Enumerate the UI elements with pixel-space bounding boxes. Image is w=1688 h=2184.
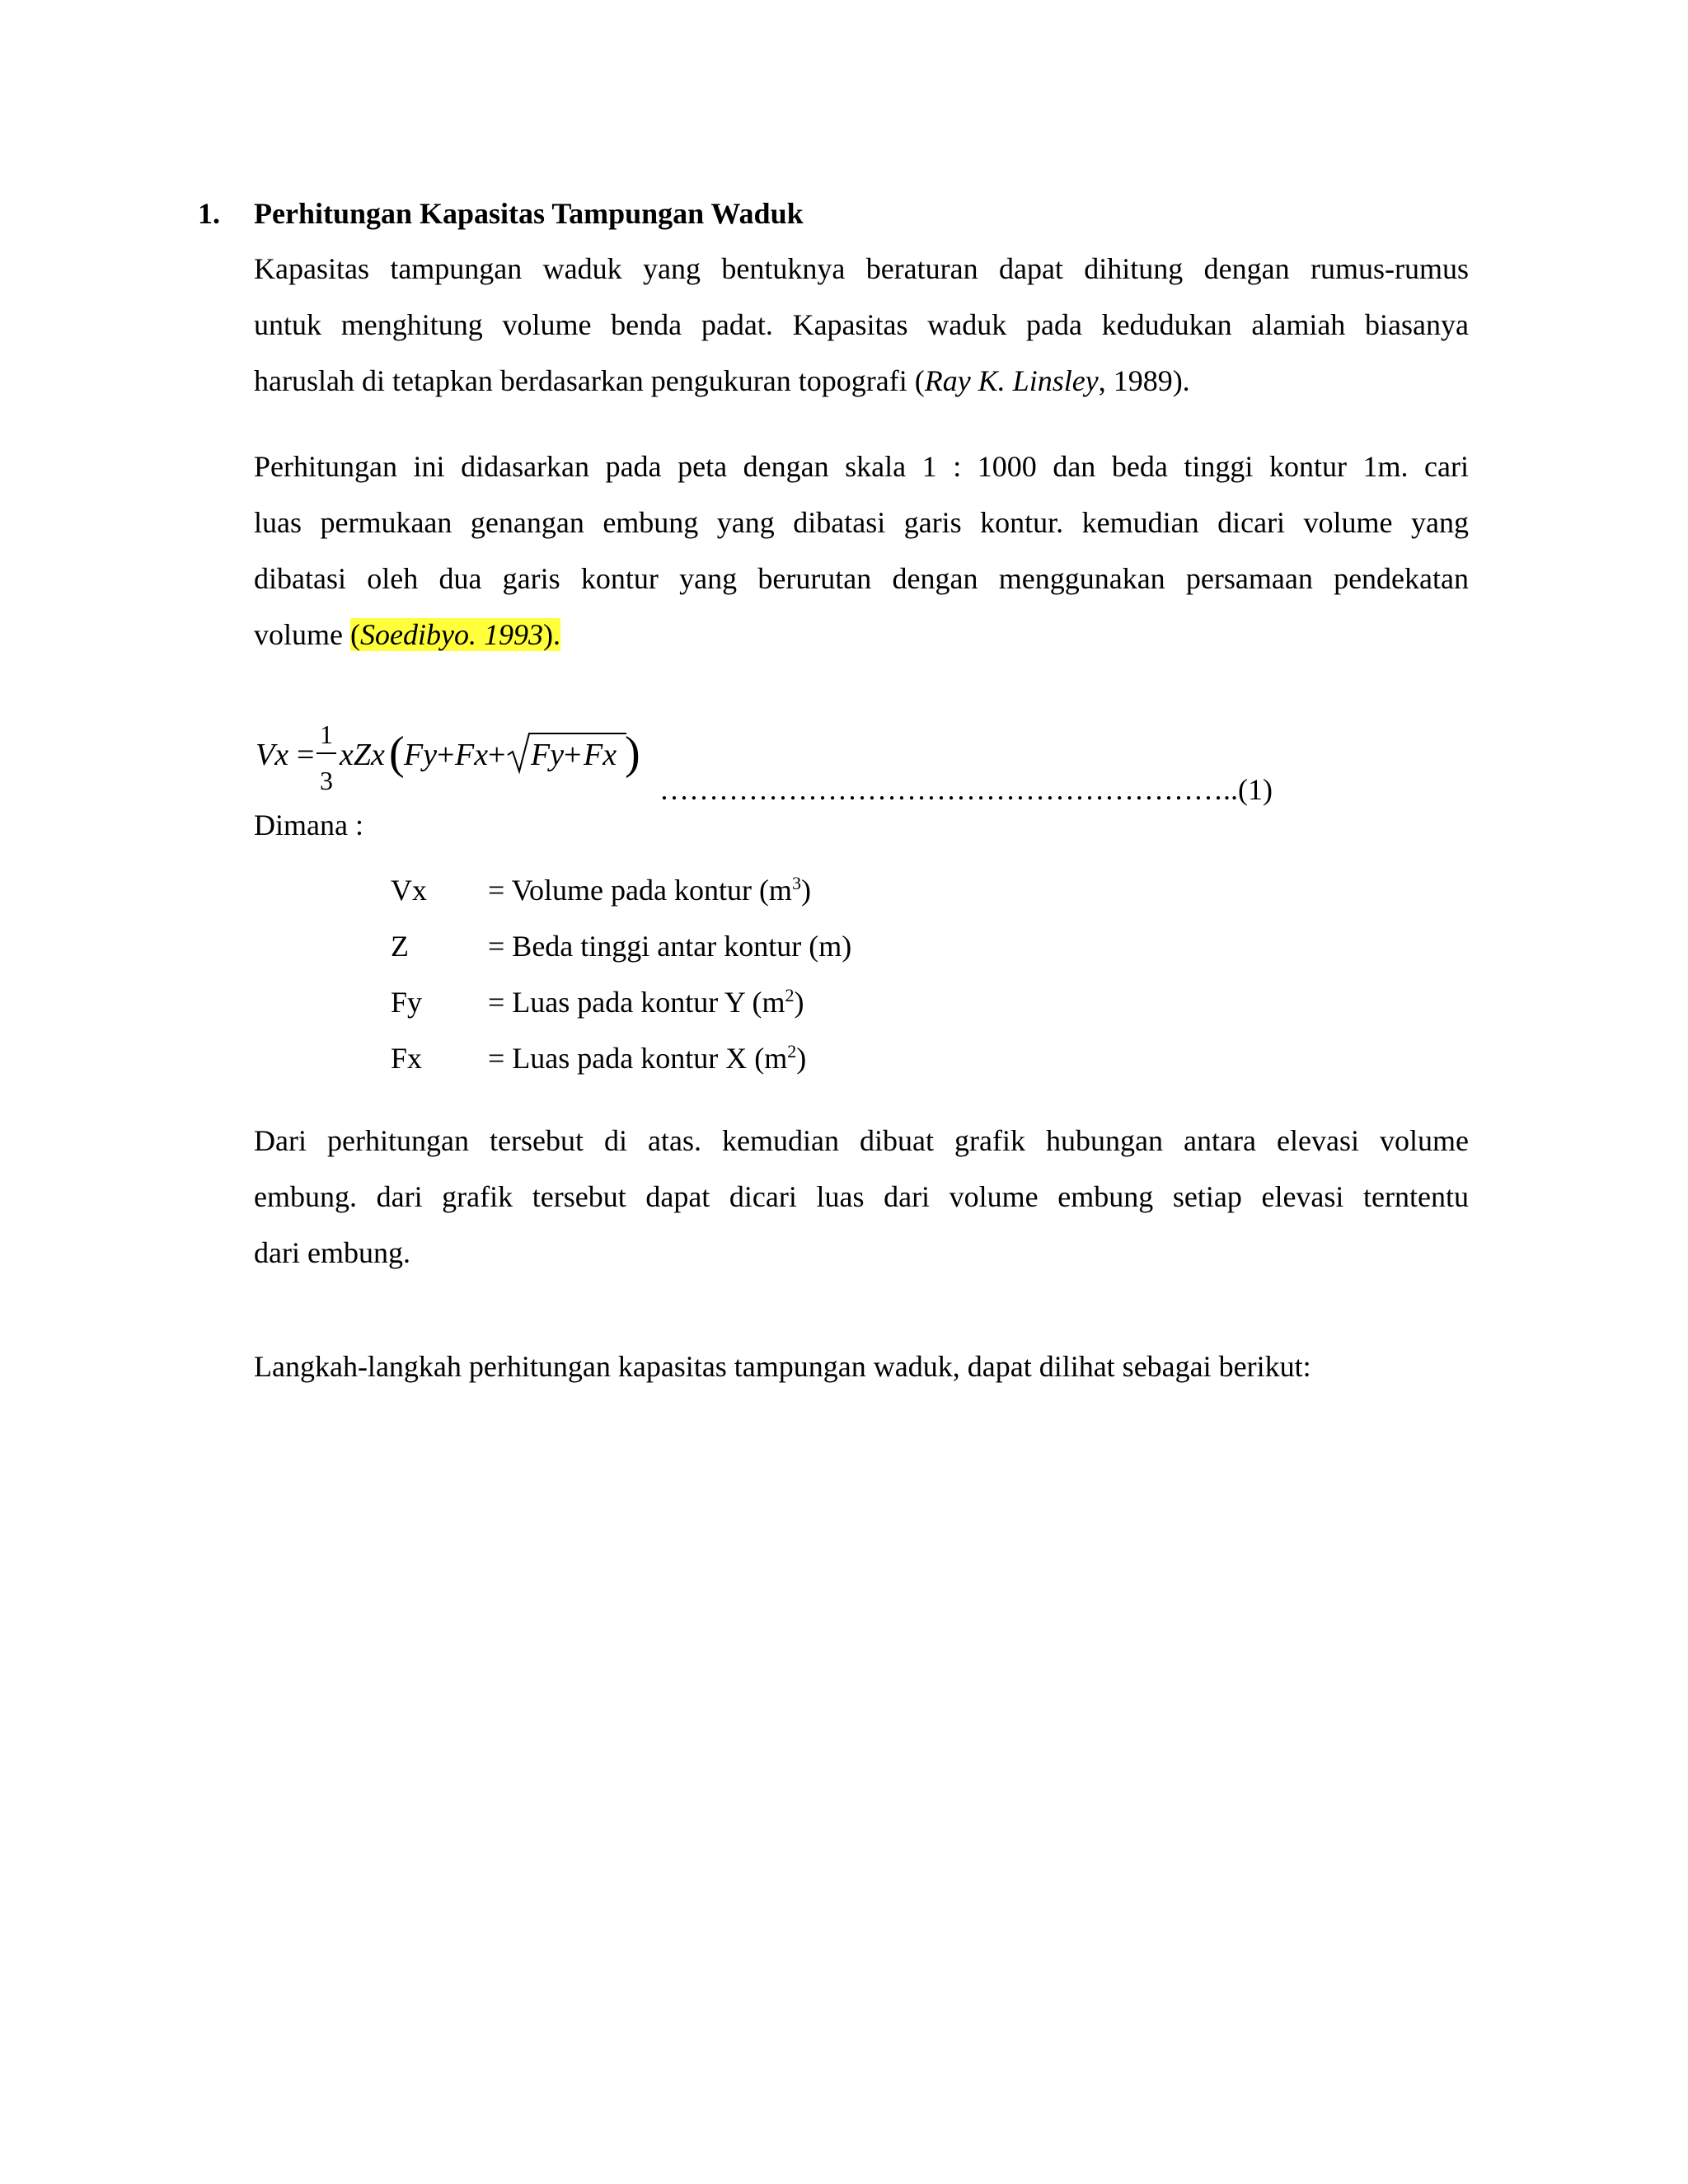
definition-row xyxy=(391,974,851,1030)
paragraph-intro xyxy=(254,241,1469,409)
volume-formula xyxy=(247,715,659,806)
definition-row xyxy=(391,1030,851,1086)
formula-term: xZx xyxy=(340,738,385,772)
formula-plus: + xyxy=(564,738,582,772)
formula-plus: + xyxy=(437,738,455,772)
highlighted-citation xyxy=(350,618,560,651)
text-run: ( xyxy=(349,618,360,651)
formula-equals: = xyxy=(297,738,315,772)
definition-text: = Beda tinggi antar kontur (m) xyxy=(488,930,852,963)
superscript: 2 xyxy=(787,1041,797,1062)
superscript: 3 xyxy=(791,873,801,893)
paragraph-line: Dari perhitungan tersebut di atas. kemudian dibuat grafik hubungan antara elevasi volume xyxy=(254,1124,1469,1157)
formula-lhs: Vx xyxy=(256,738,289,772)
section-heading xyxy=(198,196,804,231)
text-run: ) xyxy=(800,874,811,907)
formula-term: Fx xyxy=(584,738,617,772)
text-run: ) xyxy=(796,1042,807,1075)
paragraph-line xyxy=(254,353,1469,409)
paragraph-line: embung. dari grafik tersebut dapat dicari luas dari volume embung setiap elevasi terntentu xyxy=(254,1180,1469,1213)
paragraph-graph xyxy=(254,1113,1469,1281)
definition-row xyxy=(391,918,851,974)
paragraph-steps xyxy=(254,1338,1469,1394)
text-run: ) xyxy=(794,986,804,1019)
formula-term: Fy xyxy=(404,738,438,772)
formula-term: Fx xyxy=(455,738,489,772)
paragraph-line: dibatasi oleh dua garis kontur yang berurutan dengan menggunakan persamaan pendekatan xyxy=(254,562,1469,595)
text-run: ). xyxy=(542,618,560,651)
section-number: 1. xyxy=(198,197,220,230)
paragraph-line: Kapasitas tampungan waduk yang bentuknya beraturan dapat dihitung dengan rumus-rumus xyxy=(254,252,1469,285)
dimana-label: Dimana : xyxy=(254,808,363,841)
paren-open: ( xyxy=(389,728,405,779)
definition-symbol: Fx xyxy=(391,1042,423,1075)
paragraph-line: untuk menghitung volume benda padat. Kapasitas waduk pada kedudukan alamiah biasanya xyxy=(254,308,1469,341)
paren-close: ) xyxy=(625,728,640,779)
paragraph-line xyxy=(254,607,1469,663)
definition-symbol: Vx xyxy=(391,874,427,907)
superscript: 2 xyxy=(785,985,795,1005)
citation-linsley: Ray K. Linsley xyxy=(924,364,1099,397)
definition-symbol: Z xyxy=(391,930,409,963)
paragraph-line: Langkah-langkah perhitungan kapasitas tampungan waduk, dapat dilihat sebagai berikut: xyxy=(254,1350,1311,1383)
definition-symbol: Fy xyxy=(391,986,423,1019)
text-run: , 1989). xyxy=(1098,364,1190,397)
formula-frac-denominator: 3 xyxy=(320,766,333,795)
section-title: Perhitungan Kapasitas Tampungan Waduk xyxy=(254,197,804,230)
text-run: haruslah di tetapkan berdasarkan pengukuran topografi ( xyxy=(254,364,925,397)
paragraph-line: dari embung. xyxy=(254,1236,410,1269)
paragraph-method xyxy=(254,438,1469,663)
formula-plus: + xyxy=(488,738,506,772)
definition-text: = Luas pada kontur X (m xyxy=(488,1042,788,1075)
formula-frac-numerator: 1 xyxy=(320,719,333,749)
citation-soedibyo: Soedibyo. 1993 xyxy=(359,618,543,651)
definition-text: = Volume pada kontur (m xyxy=(488,874,792,907)
formula-term: Fy xyxy=(531,738,565,772)
definition-text: = Luas pada kontur Y (m xyxy=(488,986,785,1019)
text-run: volume xyxy=(254,618,350,651)
paragraph-line: luas permukaan genangan embung yang dibatasi garis kontur. kemudian dicari volume yang xyxy=(254,506,1469,539)
definition-list xyxy=(391,862,851,1086)
equation-number: …………………………………………………..(1) xyxy=(659,773,1273,806)
paragraph-line: Perhitungan ini didasarkan pada peta dengan skala 1 : 1000 dan beda tinggi kontur 1m. cari xyxy=(254,450,1469,483)
definition-row xyxy=(391,862,851,918)
